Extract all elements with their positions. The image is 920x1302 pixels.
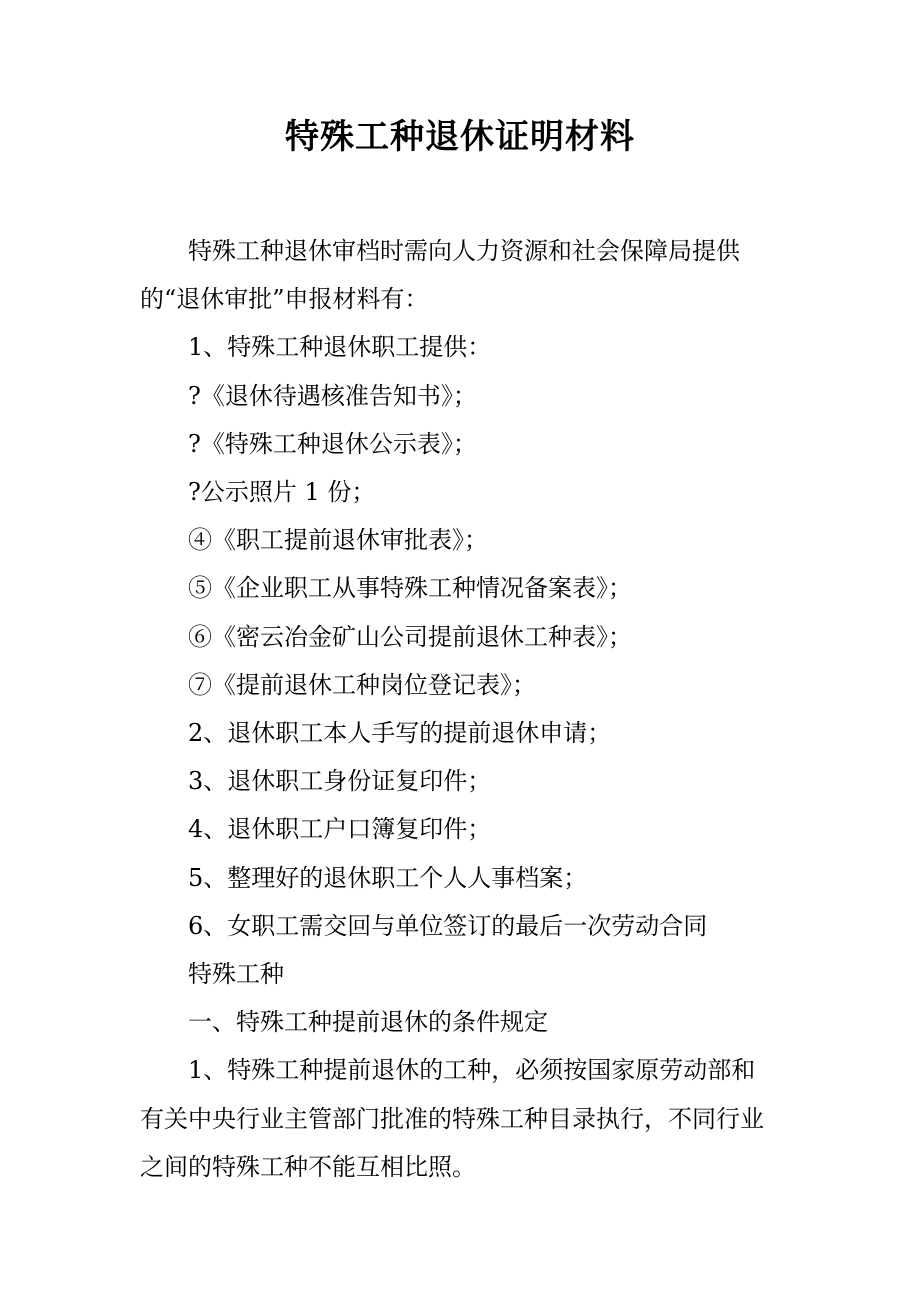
text-line: 有关中央行业主管部门批准的特殊工种目录执行，不同行业 xyxy=(140,1104,764,1133)
list-item: 3、退休职工身份证复印件； xyxy=(188,767,492,796)
paragraph-rule-1 xyxy=(140,1046,785,1191)
text-line: 的“退休审批”申报材料有： xyxy=(140,285,429,314)
list-item: ⑦《提前退休工种岗位登记表》； xyxy=(188,670,536,699)
list-item: 6、女职工需交回与单位签订的最后一次劳动合同 xyxy=(188,911,708,940)
list-item: 5、整理好的退休职工个人人事档案； xyxy=(188,863,588,892)
section-label: 特殊工种 xyxy=(188,960,284,989)
text-line: 之间的特殊工种不能互相比照。 xyxy=(140,1152,476,1181)
list-item: ?公示照片 1 份； xyxy=(188,478,376,507)
document-title: 特殊工种退休证明材料 xyxy=(285,117,635,157)
list-item: ④《职工提前退休审批表》； xyxy=(188,526,488,555)
list-item: ⑥《密云冶金矿山公司提前退休工种表》； xyxy=(188,622,632,651)
section-heading: 一、特殊工种提前退休的条件规定 xyxy=(188,1008,548,1037)
list-item: ?《退休待遇核准告知书》； xyxy=(188,381,477,410)
list-item: 1、特殊工种退休职工提供： xyxy=(188,333,492,362)
text-line: 特殊工种退休审档时需向人力资源和社会保障局提供 xyxy=(188,237,740,265)
list-item: ⑤《企业职工从事特殊工种情况备案表》； xyxy=(188,574,632,603)
list-item: 2、退休职工本人手写的提前退休申请； xyxy=(188,719,612,748)
text-line: 1、特殊工种提前退休的工种，必须按国家原劳动部和 xyxy=(188,1056,756,1085)
paragraph-intro xyxy=(140,227,785,323)
list-item: ?《特殊工种退休公示表》； xyxy=(188,429,477,458)
document-body xyxy=(140,227,785,1191)
list-item: 4、退休职工户口簿复印件； xyxy=(188,815,492,844)
